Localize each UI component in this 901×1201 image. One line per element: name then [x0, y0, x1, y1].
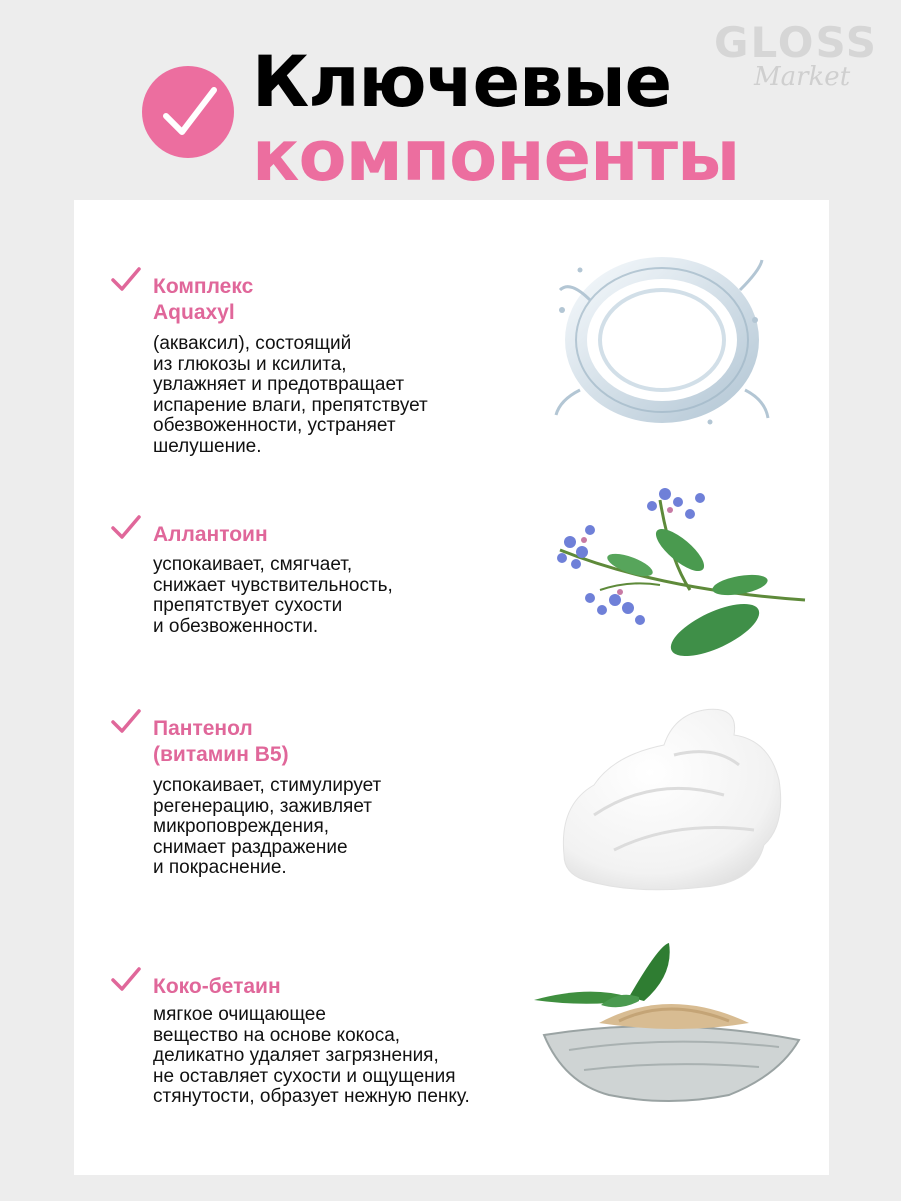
ingredient-description: успокаивает, стимулирует регенерацию, заживляет микроповреждения, снимает раздражение и покраснение.: [153, 775, 382, 878]
check-icon: [110, 966, 142, 994]
brand-sub: Market: [754, 62, 851, 92]
ingredients-card: [74, 200, 829, 1175]
ingredient-title: Пантенол (витамин B5): [153, 717, 289, 766]
check-icon: [110, 266, 142, 294]
powder-glass-bowl-image: [529, 935, 809, 1105]
check-icon: [110, 708, 142, 736]
comfrey-flower-branch-image: [540, 480, 810, 670]
page-title-line2: компоненты: [252, 115, 740, 197]
ingredient-title: Комплекс Aquaxyl: [153, 275, 254, 324]
ingredient-description: мягкое очищающее вещество на основе кокоса, деликатно удаляет загрязнения, не оставляет сухости и ощущения стянутости, образует нежную пенку.: [153, 1004, 470, 1107]
ingredient-description: (акваксил), состоящий из глюкозы и ксилита, увлажняет и предотвращает испарение влаги, препятствует обезвоженности, устраняет шелушение.: [153, 333, 428, 457]
page-title-line1: Ключевые: [252, 41, 672, 123]
brand-name: GLOSS: [714, 18, 879, 67]
brand-logo: [714, 18, 884, 98]
ingredient-title: Коко-бетаин: [153, 975, 281, 998]
ingredient-description: успокаивает, смягчает, снижает чувствительность, препятствует сухости и обезвоженности.: [153, 554, 393, 637]
check-icon: [110, 514, 142, 542]
water-splash-ring-image: [550, 250, 770, 430]
ingredient-title: Аллантоин: [153, 523, 268, 546]
white-cream-swirl-image: [554, 705, 789, 895]
checkmark-badge-icon: [142, 66, 234, 158]
